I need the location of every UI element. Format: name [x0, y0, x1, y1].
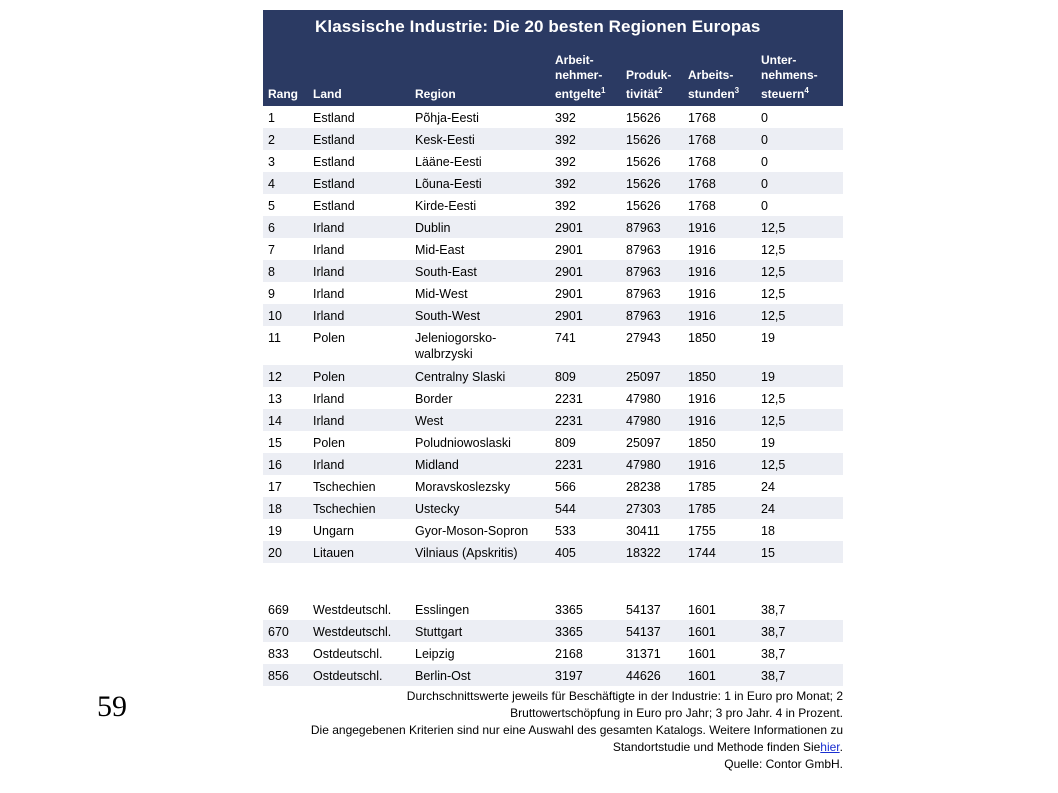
- cell-land: Polen: [313, 436, 345, 450]
- cell-produktivitaet: 47980: [626, 414, 661, 428]
- header-arbeitnehmerentgelte: Arbeit- nehmer- entgelte$^1$: [555, 53, 606, 101]
- table-row: [263, 519, 843, 541]
- cell-produktivitaet: 44626: [626, 669, 661, 683]
- cell-arbeitsstunden: 1850: [688, 436, 716, 450]
- cell-land: Polen: [313, 370, 345, 384]
- cell-unternehmenssteuern: 0: [761, 111, 768, 125]
- footnote-line: Durchschnittswerte jeweils für Beschäftigte in der Industrie: 1 in Euro pro Monat; 2: [406, 689, 843, 703]
- cell-arbeitnehmerentgelte: 392: [555, 133, 576, 147]
- cell-region: South-East: [415, 265, 477, 279]
- cell-arbeitnehmerentgelte: 741: [555, 331, 576, 345]
- cell-arbeitsstunden: 1850: [688, 331, 716, 345]
- cell-region: Lääne-Eesti: [415, 155, 482, 169]
- cell-unternehmenssteuern: 12,5: [761, 309, 786, 323]
- cell-land: Irland: [313, 309, 345, 323]
- table-row: [263, 387, 843, 409]
- table-row: [263, 238, 843, 260]
- cell-region: Vilniaus (Apskritis): [415, 546, 518, 560]
- cell-rang: 2: [268, 133, 275, 147]
- cell-land: Irland: [313, 414, 345, 428]
- table-row: [263, 497, 843, 519]
- cell-rang: 16: [268, 458, 282, 472]
- cell-arbeitsstunden: 1916: [688, 392, 716, 406]
- cell-rang: 8: [268, 265, 275, 279]
- cell-unternehmenssteuern: 12,5: [761, 221, 786, 235]
- cell-unternehmenssteuern: 18: [761, 524, 775, 538]
- cell-unternehmenssteuern: 24: [761, 502, 775, 516]
- table-row: [263, 216, 843, 238]
- cell-arbeitsstunden: 1601: [688, 669, 716, 683]
- cell-produktivitaet: 15626: [626, 155, 661, 169]
- cell-rang: 5: [268, 199, 275, 213]
- cell-rang: 6: [268, 221, 275, 235]
- table-row: [263, 194, 843, 216]
- cell-arbeitsstunden: 1755: [688, 524, 716, 538]
- cell-unternehmenssteuern: 24: [761, 480, 775, 494]
- cell-arbeitnehmerentgelte: 392: [555, 199, 576, 213]
- cell-region: Jeleniogorsko- walbrzyski: [415, 331, 497, 361]
- hier-link[interactable]: hier: [820, 740, 840, 754]
- cell-region: Centralny Slaski: [415, 370, 506, 384]
- cell-arbeitnehmerentgelte: 809: [555, 436, 576, 450]
- cell-land: Irland: [313, 458, 345, 472]
- cell-produktivitaet: 30411: [626, 524, 660, 538]
- cell-unternehmenssteuern: 12,5: [761, 287, 786, 301]
- cell-land: Estland: [313, 177, 355, 191]
- region-table: [263, 10, 843, 686]
- cell-unternehmenssteuern: 38,7: [761, 625, 786, 639]
- footnote-line: Die angegebenen Kriterien sind nur eine Auswahl des gesamten Katalogs. Weitere Informationen zu: [310, 723, 843, 737]
- cell-rang: 4: [268, 177, 275, 191]
- cell-produktivitaet: 25097: [626, 370, 661, 384]
- table-row: [263, 150, 843, 172]
- cell-arbeitnehmerentgelte: 3365: [555, 603, 583, 617]
- cell-land: Litauen: [313, 546, 355, 560]
- cell-arbeitsstunden: 1768: [688, 133, 716, 147]
- cell-unternehmenssteuern: 0: [761, 155, 768, 169]
- cell-rang: 7: [268, 243, 275, 257]
- cell-land: Irland: [313, 392, 345, 406]
- cell-produktivitaet: 54137: [626, 625, 661, 639]
- cell-produktivitaet: 27943: [626, 331, 661, 345]
- table-header: [263, 44, 843, 106]
- cell-arbeitsstunden: 1785: [688, 502, 716, 516]
- cell-unternehmenssteuern: 38,7: [761, 603, 786, 617]
- cell-unternehmenssteuern: 19: [761, 370, 775, 384]
- cell-rang: 1: [268, 111, 275, 125]
- cell-land: Irland: [313, 221, 345, 235]
- cell-arbeitsstunden: 1768: [688, 199, 716, 213]
- cell-unternehmenssteuern: 38,7: [761, 669, 786, 683]
- cell-arbeitsstunden: 1916: [688, 287, 716, 301]
- cell-produktivitaet: 87963: [626, 221, 661, 235]
- header-arbeitsstunden: Arbeits- stunden$^3$: [688, 68, 740, 101]
- cell-land: Irland: [313, 265, 345, 279]
- cell-produktivitaet: 15626: [626, 111, 661, 125]
- cell-produktivitaet: 47980: [626, 392, 661, 406]
- cell-unternehmenssteuern: 19: [761, 331, 775, 345]
- cell-arbeitnehmerentgelte: 566: [555, 480, 576, 494]
- cell-land: Irland: [313, 287, 345, 301]
- cell-arbeitsstunden: 1916: [688, 265, 716, 279]
- cell-arbeitnehmerentgelte: 2901: [555, 265, 583, 279]
- cell-produktivitaet: 25097: [626, 436, 661, 450]
- header-unternehmenssteuern: Unter- nehmens- steuern$^4$: [761, 53, 818, 101]
- cell-arbeitnehmerentgelte: 392: [555, 155, 576, 169]
- footnote-line: Bruttowertschöpfung in Euro pro Jahr; 3 pro Jahr. 4 in Prozent.: [510, 706, 843, 720]
- cell-rang: 10: [268, 309, 282, 323]
- cell-land: Estland: [313, 199, 355, 213]
- cell-produktivitaet: 15626: [626, 133, 661, 147]
- cell-arbeitnehmerentgelte: 544: [555, 502, 576, 516]
- cell-produktivitaet: 18322: [626, 546, 661, 560]
- cell-land: Polen: [313, 331, 345, 345]
- cell-arbeitnehmerentgelte: 809: [555, 370, 576, 384]
- cell-rang: 18: [268, 502, 282, 516]
- cell-region: Moravskoslezsky: [415, 480, 511, 494]
- header-produktivitaet: Produk- tivität$^2$: [626, 68, 672, 101]
- cell-arbeitnehmerentgelte: 2231: [555, 458, 583, 472]
- cell-unternehmenssteuern: 19: [761, 436, 775, 450]
- table-row: [263, 598, 843, 620]
- cell-arbeitsstunden: 1744: [688, 546, 716, 560]
- cell-rang: 3: [268, 155, 275, 169]
- cell-produktivitaet: 87963: [626, 243, 661, 257]
- table-row: [263, 304, 843, 326]
- cell-land: Ostdeutschl.: [313, 647, 383, 661]
- cell-arbeitsstunden: 1916: [688, 243, 716, 257]
- header-region: Region: [415, 87, 456, 101]
- cell-region: Leipzig: [415, 647, 455, 661]
- footnotes: [263, 688, 843, 773]
- cell-arbeitnehmerentgelte: 2168: [555, 647, 583, 661]
- cell-land: Tschechien: [313, 480, 376, 494]
- cell-land: Estland: [313, 155, 355, 169]
- table-row: [263, 282, 843, 304]
- cell-unternehmenssteuern: 12,5: [761, 243, 786, 257]
- cell-rang: 17: [268, 480, 282, 494]
- cell-region: Lõuna-Eesti: [415, 177, 482, 191]
- cell-arbeitnehmerentgelte: 2901: [555, 309, 583, 323]
- cell-arbeitsstunden: 1916: [688, 414, 716, 428]
- table-row: [263, 431, 843, 453]
- cell-produktivitaet: 15626: [626, 199, 661, 213]
- table-row: [263, 260, 843, 282]
- cell-produktivitaet: 31371: [626, 647, 661, 661]
- cell-rang: 13: [268, 392, 282, 406]
- table-row: [263, 453, 843, 475]
- cell-unternehmenssteuern: 0: [761, 199, 768, 213]
- cell-produktivitaet: 87963: [626, 287, 661, 301]
- cell-produktivitaet: 87963: [626, 309, 661, 323]
- cell-rang: 670: [268, 625, 289, 639]
- cell-arbeitnehmerentgelte: 392: [555, 177, 576, 191]
- cell-arbeitsstunden: 1850: [688, 370, 716, 384]
- cell-rang: 9: [268, 287, 275, 301]
- cell-arbeitsstunden: 1785: [688, 480, 716, 494]
- table-row: [263, 365, 843, 387]
- table-row: [263, 620, 843, 642]
- table-row: [263, 128, 843, 150]
- cell-arbeitsstunden: 1601: [688, 625, 716, 639]
- cell-land: Westdeutschl.: [313, 625, 392, 639]
- header-rang: Rang: [268, 87, 298, 101]
- cell-produktivitaet: 47980: [626, 458, 661, 472]
- cell-unternehmenssteuern: 12,5: [761, 414, 786, 428]
- cell-arbeitsstunden: 1768: [688, 111, 716, 125]
- cell-region: Berlin-Ost: [415, 669, 471, 683]
- cell-region: Poludniowoslaski: [415, 436, 511, 450]
- cell-region: Border: [415, 392, 453, 406]
- table-row: [263, 664, 843, 686]
- cell-land: Ungarn: [313, 524, 354, 538]
- cell-produktivitaet: 54137: [626, 603, 661, 617]
- cell-land: Estland: [313, 133, 355, 147]
- cell-unternehmenssteuern: 12,5: [761, 265, 786, 279]
- table-row: [263, 106, 843, 128]
- cell-rang: 12: [268, 370, 282, 384]
- cell-unternehmenssteuern: 38,7: [761, 647, 786, 661]
- footnote-line: Standortstudie und Methode finden Siehier.: [612, 740, 843, 754]
- page-number: 59: [97, 690, 127, 723]
- footnote-source: Quelle: Contor GmbH.: [724, 757, 843, 771]
- cell-region: Kesk-Eesti: [415, 133, 475, 147]
- table-body: [263, 106, 843, 563]
- cell-unternehmenssteuern: 0: [761, 177, 768, 191]
- cell-arbeitnehmerentgelte: 405: [555, 546, 576, 560]
- cell-rang: 833: [268, 647, 289, 661]
- table-title: Klassische Industrie: Die 20 besten Regionen Europas: [263, 10, 843, 44]
- cell-region: Dublin: [415, 221, 451, 235]
- cell-land: Ostdeutschl.: [313, 669, 383, 683]
- table-row: [263, 326, 843, 365]
- cell-unternehmenssteuern: 15: [761, 546, 775, 560]
- cell-rang: 20: [268, 546, 282, 560]
- cell-rang: 669: [268, 603, 289, 617]
- table-row: [263, 642, 843, 664]
- cell-arbeitnehmerentgelte: 2901: [555, 243, 583, 257]
- cell-arbeitsstunden: 1768: [688, 177, 716, 191]
- cell-arbeitnehmerentgelte: 2901: [555, 221, 583, 235]
- cell-arbeitnehmerentgelte: 2231: [555, 414, 583, 428]
- cell-unternehmenssteuern: 12,5: [761, 392, 786, 406]
- cell-land: Estland: [313, 111, 355, 125]
- cell-region: Põhja-Eesti: [415, 111, 479, 125]
- cell-region: Kirde-Eesti: [415, 199, 477, 213]
- cell-produktivitaet: 27303: [626, 502, 661, 516]
- cell-region: Stuttgart: [415, 625, 463, 639]
- cell-region: Mid-East: [415, 243, 465, 257]
- cell-arbeitsstunden: 1916: [688, 458, 716, 472]
- cell-region: Esslingen: [415, 603, 470, 617]
- table-gap: [263, 563, 843, 598]
- cell-land: Irland: [313, 243, 345, 257]
- table-row: [263, 172, 843, 194]
- cell-arbeitsstunden: 1601: [688, 647, 716, 661]
- cell-produktivitaet: 28238: [626, 480, 661, 494]
- cell-land: Tschechien: [313, 502, 376, 516]
- cell-produktivitaet: 87963: [626, 265, 661, 279]
- cell-rang: 856: [268, 669, 289, 683]
- header-land: Land: [313, 87, 342, 101]
- table-row: [263, 409, 843, 431]
- cell-arbeitsstunden: 1768: [688, 155, 716, 169]
- table-row: [263, 541, 843, 563]
- cell-arbeitnehmerentgelte: 392: [555, 111, 576, 125]
- cell-arbeitsstunden: 1916: [688, 221, 716, 235]
- cell-region: Ustecky: [415, 502, 460, 516]
- cell-land: Westdeutschl.: [313, 603, 392, 617]
- cell-unternehmenssteuern: 0: [761, 133, 768, 147]
- cell-region: Midland: [415, 458, 459, 472]
- cell-rang: 11: [268, 331, 281, 345]
- cell-arbeitsstunden: 1601: [688, 603, 716, 617]
- cell-region: Mid-West: [415, 287, 468, 301]
- cell-arbeitnehmerentgelte: 3365: [555, 625, 583, 639]
- cell-produktivitaet: 15626: [626, 177, 661, 191]
- cell-unternehmenssteuern: 12,5: [761, 458, 786, 472]
- cell-region: West: [415, 414, 444, 428]
- cell-rang: 15: [268, 436, 282, 450]
- cell-region: South-West: [415, 309, 481, 323]
- cell-arbeitnehmerentgelte: 533: [555, 524, 576, 538]
- cell-rang: 14: [268, 414, 282, 428]
- cell-arbeitnehmerentgelte: 2231: [555, 392, 583, 406]
- table-row: [263, 475, 843, 497]
- cell-arbeitsstunden: 1916: [688, 309, 716, 323]
- table-body-comparison: [263, 598, 843, 686]
- cell-arbeitnehmerentgelte: 3197: [555, 669, 583, 683]
- cell-region: Gyor-Moson-Sopron: [415, 524, 529, 538]
- cell-rang: 19: [268, 524, 282, 538]
- cell-arbeitnehmerentgelte: 2901: [555, 287, 583, 301]
